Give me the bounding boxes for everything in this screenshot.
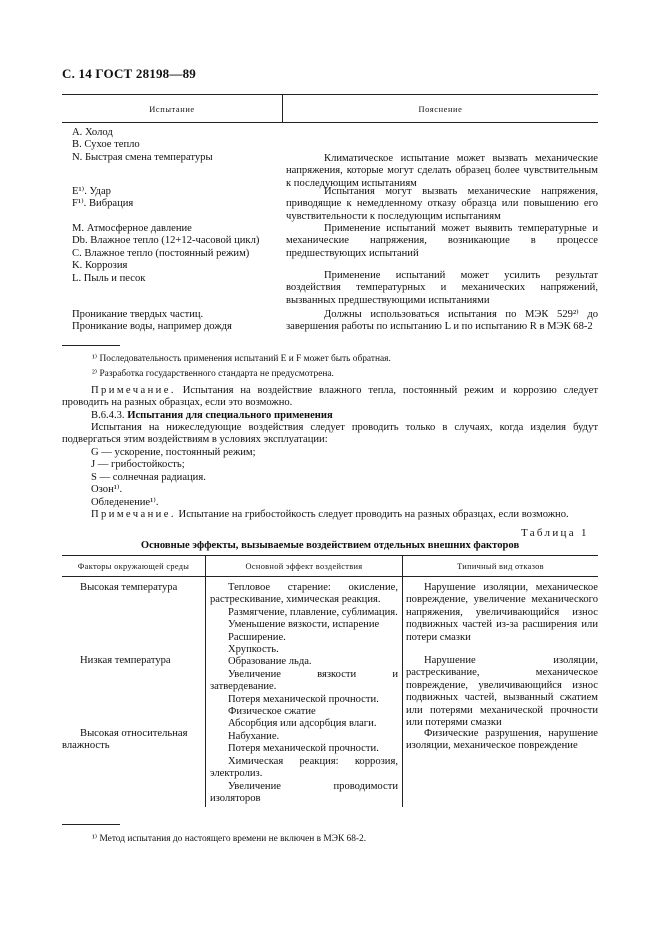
note-label: Примечание.	[91, 385, 176, 396]
effect-item: Набухание.	[228, 730, 280, 742]
test-item: Проникание воды, например дождя	[72, 321, 232, 333]
failure-1: Нарушение изоляции, механическое повреждение, увеличение механического напряжения, увеличивающийся износ подвижных частей из-за расширения или потери смазки	[406, 582, 598, 643]
effect-item: Физическое сжатие	[228, 706, 316, 718]
list-item: S — солнечная радиация.	[91, 471, 206, 483]
note-1	[62, 385, 598, 410]
explanation-1: Климатическое испытание может вызвать механические напряжения, которые могут сделать образец более чувствительным к последующим испытаниям	[286, 153, 598, 189]
test-item: Db. Влажное тепло (12+12-часовой цикл)	[72, 235, 260, 247]
list-item: Обледенение¹⁾.	[91, 496, 159, 508]
footnote-2: ²⁾ Разработка государственного стандарта не предусмотрена.	[92, 369, 334, 379]
table-number: Таблица 1	[521, 527, 589, 539]
section-heading	[62, 410, 598, 422]
test-item: Проникание твердых частиц.	[72, 309, 204, 320]
test-item: C. Влажное тепло (постоянный режим)	[72, 247, 250, 259]
tests-group-1	[72, 127, 292, 164]
list-item: J — грибостойкость;	[91, 459, 185, 471]
factor-low-temperature: Низкая температура	[80, 655, 171, 666]
explanation-2: Испытания могут вызвать механические напряжения, приводящие к немедленному отказу образца или повышению его чувствительности к последующим испытаниям	[286, 186, 598, 222]
test-item: B. Сухое тепло	[72, 139, 140, 151]
failure-2: Нарушение изоляции, растрескивание, механическое повреждение, увеличивающийся износ подвижных частей, вызванный сжатием или потерями механической прочности или потерями смазки	[406, 655, 598, 729]
footnote-bottom: ¹⁾ Метод испытания до настоящего времени не включен в МЭК 68-2.	[92, 834, 367, 844]
explanation-3: Применение испытаний может выявить температурные и механические напряжения, возникающие в процессе предшествующих испытаний	[286, 223, 598, 259]
effect-item: Уменьшение вязкости, испарение	[228, 619, 380, 631]
special-tests-list	[62, 447, 598, 509]
col-header-effect: Основной эффект воздействия	[245, 562, 363, 571]
factor-high-humidity: Высокая относительная влажность	[62, 728, 188, 752]
col-header-test: Испытание	[149, 105, 195, 114]
note-text: Испытание на грибостойкость следует проводить на разных образцах, если возможно.	[175, 509, 569, 520]
factor-high-temperature: Высокая температура	[80, 582, 178, 593]
footnote-separator	[62, 345, 120, 346]
failure-3: Физические разрушения, нарушение изоляции, механическое повреждение	[406, 728, 598, 752]
table-col-divider-2	[402, 555, 403, 807]
section-number: B.6.4.3.	[91, 410, 125, 421]
tests-group-3	[72, 223, 292, 285]
table-rule-top	[62, 555, 598, 556]
footnote-bottom-separator	[62, 824, 120, 825]
test-item: A. Холод	[72, 127, 113, 138]
explanation-5: Должны использоваться испытания по МЭК 529²⁾ до завершения работы по испытанию L и по испытанию R в МЭК 68-2	[286, 309, 598, 333]
footnote-1: ¹⁾ Последовательность применения испытаний E и F может быть обратная.	[92, 354, 391, 364]
note-2	[62, 509, 598, 521]
effect-item: Химическая реакция: коррозия, электролиз.	[210, 755, 398, 780]
effect-item: Тепловое старение: окисление, растрескивание, химическая реакция.	[210, 582, 398, 606]
tests-group-2	[72, 186, 292, 211]
top-table-rule-header	[62, 122, 598, 123]
effect-item: Размягчение, плавление, сублимация.	[228, 606, 398, 618]
tests-group-4	[72, 309, 292, 334]
col-header-explanation: Пояснение	[418, 105, 463, 114]
note-text: Испытания на воздействие влажного тепла, постоянный режим и коррозию следует проводить на разных образцах, если это возможно.	[62, 385, 598, 409]
col-header-failure: Типичный вид отказов	[457, 562, 544, 571]
table-title: Основные эффекты, вызываемые воздействием отдельных внешних факторов	[140, 540, 520, 551]
effect-item: Расширение.	[228, 631, 286, 643]
section-intro: Испытания на нижеследующие воздействия следует проводить только в случаях, когда изделия будут подвергаться этим воздействиям в условиях эксплуатации:	[62, 422, 598, 446]
test-item: L. Пыль и песок	[72, 272, 146, 284]
test-item: E¹⁾. Удар	[72, 186, 111, 197]
test-item: M. Атмосферное давление	[72, 223, 192, 234]
table-col-divider-1	[205, 555, 206, 807]
effect-item: Хрупкость.	[228, 644, 279, 656]
col-header-factors: Факторы окружающей среды	[77, 562, 190, 571]
test-item: F¹⁾. Вибрация	[72, 198, 134, 210]
top-table-rule-top	[62, 94, 598, 95]
effect-item: Потеря механической прочности.	[228, 743, 379, 755]
effect-item: Образование льда.	[228, 656, 312, 668]
effects-list	[210, 582, 398, 805]
explanation-4: Применение испытаний может усилить результат воздействия температурных и механических напряжений, вызванных предшествующими испытаниями	[286, 270, 598, 306]
test-item: N. Быстрая смена температуры	[72, 151, 213, 163]
table-rule-header	[62, 576, 598, 577]
effect-item: Потеря механической прочности.	[228, 693, 379, 705]
list-item: G — ускорение, постоянный режим;	[91, 447, 256, 458]
page-header: С. 14 ГОСТ 28198—89	[62, 66, 196, 81]
effect-item: Абсорбция или адсорбция влаги.	[228, 718, 377, 730]
effect-item: Увеличение проводимости изоляторов	[210, 780, 398, 804]
effect-item: Увеличение вязкости и затвердевание.	[210, 668, 398, 693]
note-label: Примечание.	[91, 509, 176, 520]
test-item: K. Коррозия	[72, 260, 128, 272]
section-title: Испытания для специального применения	[127, 410, 333, 421]
list-item: Озон¹⁾.	[91, 484, 123, 496]
